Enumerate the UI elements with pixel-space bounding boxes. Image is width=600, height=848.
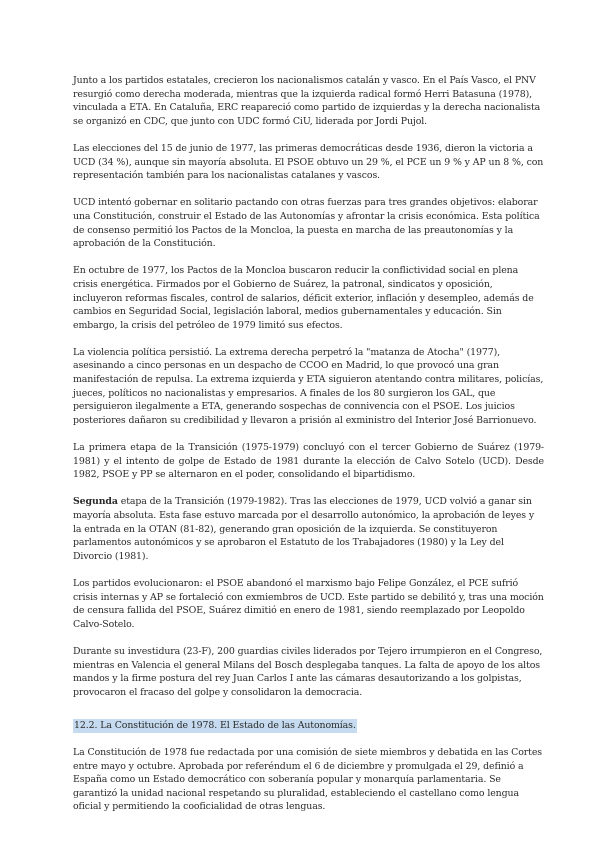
section-heading-wrapper xyxy=(73,713,544,733)
paragraph-violencia-politica: La violencia política persistió. La extrema derecha perpetró la "matanza de Atocha" (1977), asesinando a cinco personas en un despacho de CCOO en Madrid, lo que provocó una gran manifestación de repulsa. La extrema izquierda y ETA siguieron atentando contra militares, policías, jueces, políticos no nacionalistas y empresarios. A finales de los 80 surgieron los GAL, que persiguieron ilegalmente a ETA, generando sospechas de connivencia con el PSOE. Los juicios posteriores dañaron su credibilidad y llevaron a prisión al exministro del Interior José Barrionuevo. xyxy=(73,346,544,426)
paragraph-constitucion-1978: La Constitución de 1978 fue redactada por una comisión de siete miembros y debatida en las Cortes entre mayo y octubre. Aprobada por referéndum el 6 de diciembre y promulgada el 29, definió a España como un Estado democrático con soberanía popular y monarquía parlamentaria. Se garantizó la unidad nacional respetando su pluralidad, estableciendo el castellano como lengua oficial y permitiendo la cooficialidad de otras lenguas. xyxy=(73,747,543,813)
segunda-bold-word: Segunda xyxy=(73,496,118,508)
paragraph-nacionalismos: Junto a los partidos estatales, crecieron los nacionalismos catalán y vasco. En el País Vasco, el PNV resurgió como derecha moderada, mientras que la izquierda radical formó Herri Batasuna (1978), vinculada a ETA. En Cataluña, ERC reapareció como partido de izquierdas y la derecha nacionalista se organizó en CDC, que junto con UDC formó CiU, liderada por Jordi Pujol. xyxy=(73,75,541,127)
paragraph-elecciones-1977: Las elecciones del 15 de junio de 1977, las primeras democráticas desde 1936, dieron la victoria a UCD (34 %), aunque sin mayoría absoluta. El PSOE obtuvo un 29 %, el PCE un 9 % y AP un 8 %, con representación también para los nacionalistas catalanes y vascos. xyxy=(73,142,544,182)
paragraph-23f: Durante su investidura (23-F), 200 guardias civiles liderados por Tejero irrumpieron en el Congreso, mientras en Valencia el general Milans del Bosch desplegaba tanques. La falta de apoyo de los altos mandos y la firme postura del rey Juan Carlos I ante las cámaras desautorizando a los golpistas, provocaron el fracaso del golpe y consolidaron la democracia. xyxy=(73,645,543,698)
paragraph-ucd-consenso: UCD intentó gobernar en solitario pactando con otras fuerzas para tres grandes objetivos: elaborar una Constitución, construir el Estado de las Autonomías y afrontar la crisis económica. Esta política de consenso permitió los Pactos de la Moncloa, la puesta en marcha de las preautonomías y la aprobación de la Constitución. xyxy=(73,197,540,250)
paragraph-partidos-evolucion: Los partidos evolucionaron: el PSOE abandonó el marxismo bajo Felipe González, el PCE sufrió crisis internas y AP se fortaleció con exmiembros de UCD. Este partido se debilitó y, tras una moción de censura fallida del PSOE, Suárez dimitió en enero de 1981, siendo reemplazado por Leopoldo Calvo-Sotelo. xyxy=(73,577,544,630)
segunda-rest-text: etapa de la Transición (1979-1982). Tras las elecciones de 1979, UCD volvió a ganar sin mayoría absoluta. Esta fase estuvo marcada por el desarrollo autonómico, la aprobación de leyes y la entrada en la OTAN (81-82), generando gran oposición de la izquierda. Se constituyeron parlamentos autonómicos y se aprobaron el Estatuto de los Trabajadores (1980) y la Ley del Divorcio (1981). xyxy=(73,496,535,562)
paragraph-primera-etapa: La primera etapa de la Transición (1975-1979) concluyó con el tercer Gobierno de Suárez (1979-1981) y el intento de golpe de Estado de 1981 durante la elección de Calvo Sotelo (UCD). Desde 1982, PSOE y PP se alternaron en el poder, consolidando el bipartidismo. xyxy=(73,442,544,481)
paragraph-segunda-etapa xyxy=(73,495,544,563)
section-heading: 12.2. La Constitución de 1978. El Estado de las Autonomías. xyxy=(74,719,356,731)
paragraph-pactos-moncloa: En octubre de 1977, los Pactos de la Moncloa buscaron reducir la conflictividad social en plena crisis energética. Firmados por el Gobierno de Suárez, la patronal, sindicatos y oposición, incluyeron reformas fiscales, control de salarios, déficit exterior, inflación y desempleo, además de cambios en Seguridad Social, legislación laboral, medios gubernamentales y educación. Sin embargo, la crisis del petróleo de 1979 limitó sus efectos. xyxy=(73,265,534,331)
